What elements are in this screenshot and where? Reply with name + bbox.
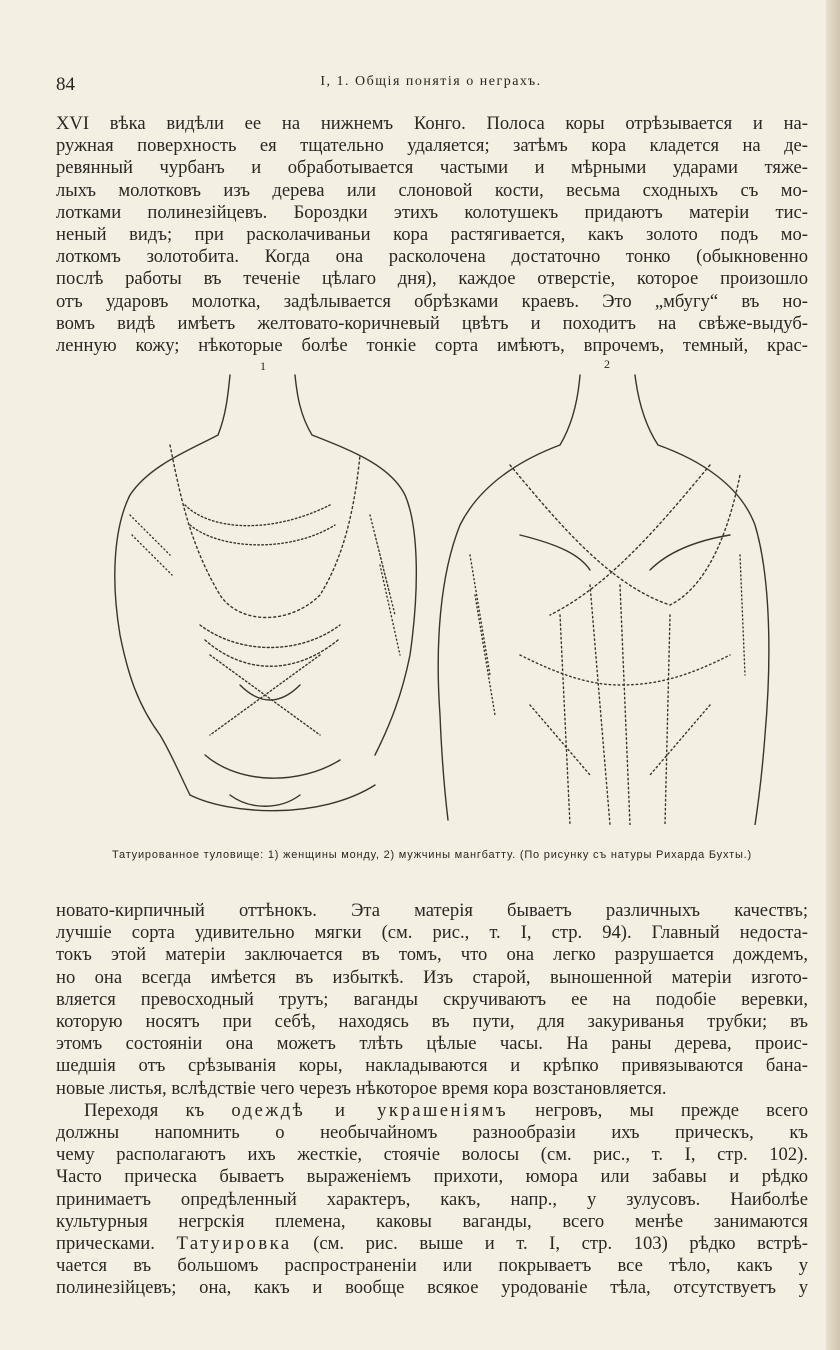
text-line — [56, 1233, 808, 1255]
text-line: должны напомнить о необычайномъ разнообразіи ихъ прическъ, къ — [56, 1122, 808, 1144]
text-line: шедшія отъ срѣзыванія коры, накладываются и крѣпко привязываются бана- — [56, 1055, 808, 1077]
text-line: ружная поверхность ея тщательно удаляется; затѣмъ кора кладется на де- — [56, 135, 808, 157]
emphasis-text: Татуировка — [176, 1233, 292, 1255]
text-line: лотками полинезійцевъ. Бороздки этихъ колотушекъ придаютъ матеріи тис- — [56, 201, 808, 223]
text-line: этомъ состояніи она можетъ тлѣть цѣлые часы. На раны дерева, проис- — [56, 1033, 808, 1055]
paragraph-top — [56, 113, 808, 357]
text-line: Часто прическа бываетъ выраженіемъ прихоти, юмора или забавы и рѣдко — [56, 1166, 808, 1188]
text-line: которую носятъ при себѣ, находясь въ пути, для закуриванья трубки; въ — [56, 1011, 808, 1033]
torso-illustration — [90, 355, 780, 825]
text-line: отъ ударовъ молотка, задѣлывается обрѣзками краевъ. Это „мбугу“ въ но- — [56, 290, 808, 312]
text-line: культурныя негрскія племена, каковы ваганды, всего менѣе занимаются — [56, 1210, 808, 1232]
text-line: чему располагаютъ ихъ жесткіе, стоячіе волосы (см. рис., т. I, стр. 102). — [56, 1144, 808, 1166]
figure-label-2: 2 — [604, 357, 610, 371]
text-line: ревянный чурбанъ и обработывается частыми и мѣрными ударами тяже- — [56, 157, 808, 179]
text-line: но она всегда имѣется въ избыткѣ. Изъ старой, выношенной матеріи изгото- — [56, 966, 808, 988]
page-edge — [826, 0, 840, 1350]
tattoo-figure — [90, 355, 780, 825]
text-line: ленную кожу; нѣкоторые болѣе тонкіе сорта имѣютъ, впрочемъ, темный, крас- — [56, 335, 808, 357]
text-fragment: негровъ, мы прежде всего — [508, 1099, 808, 1121]
emphasis-text: одеждѣ и украшеніямъ — [231, 1099, 509, 1121]
text-line: послѣ работы въ теченіе цѣлаго дня), каждое отверстіе, которое произошло — [56, 268, 808, 290]
text-line: новые листья, вслѣдствіе чего черезъ нѣкоторое время кора возстановляется. — [56, 1077, 667, 1099]
torso-2-drawing — [438, 375, 769, 825]
lead-text: Переходя къ — [84, 1099, 232, 1121]
text-line: новато-кирпичный оттѣнокъ. Эта матерія бываетъ различныхъ качествъ; — [56, 900, 808, 921]
text-fragment: прическами. — [56, 1233, 177, 1255]
torso-1-drawing — [115, 375, 417, 811]
figure-caption: Татуированное туловище: 1) женщины монду, 2) мужчины мангбатту. (По рисунку съ натуры Рихарда Бухты.) — [112, 849, 752, 861]
paragraph-bottom — [56, 900, 808, 1300]
text-line: лоткомъ золотобита. Когда она расколочена достаточно тонко (обыкновенно — [56, 246, 808, 268]
text-line: токъ этой матеріи заключается въ томъ, что она легко разрушается дождемъ, — [56, 944, 808, 966]
text-line: лучшіе сорта удивительно мягки (см. рис., т. I, стр. 94). Главный недоста- — [56, 922, 808, 944]
text-line: принимаетъ опредѣленный характеръ, какъ, напр., у зулусовъ. Наиболѣе — [56, 1188, 808, 1210]
text-line: вляется превосходный трутъ; ваганды скручиваютъ ее на подобіе веревки, — [56, 988, 808, 1010]
text-fragment: (см. рис. выше и т. I, стр. 103) рѣдко встрѣ- — [291, 1233, 808, 1255]
running-head: I, 1. Общія понятія о неграхъ. — [320, 74, 542, 89]
text-line-indented — [56, 1100, 808, 1122]
text-line: полинезійцевъ; она, какъ и вообще всякое уродованіе тѣла, отсутствуетъ у — [56, 1277, 808, 1299]
page-number: 84 — [56, 74, 75, 95]
text-line: XVI вѣка видѣли ее на нижнемъ Конго. Полоса коры отрѣзывается и на- — [56, 113, 808, 134]
page-header — [56, 68, 806, 94]
text-line: вомъ видѣ имѣетъ желтовато-коричневый цвѣтъ и походитъ на свѣже-выдуб- — [56, 312, 808, 334]
text-line: чается въ большомъ распространеніи или покрываетъ все тѣло, какъ у — [56, 1255, 808, 1277]
text-line: лыхъ молотковъ изъ дерева или слоновой кости, весьма сходныхъ съ мо- — [56, 179, 808, 201]
text-line: неный видъ; при расколачиваньи кора растягивается, какъ золото подъ мо- — [56, 224, 808, 246]
figure-label-1: 1 — [260, 359, 266, 373]
